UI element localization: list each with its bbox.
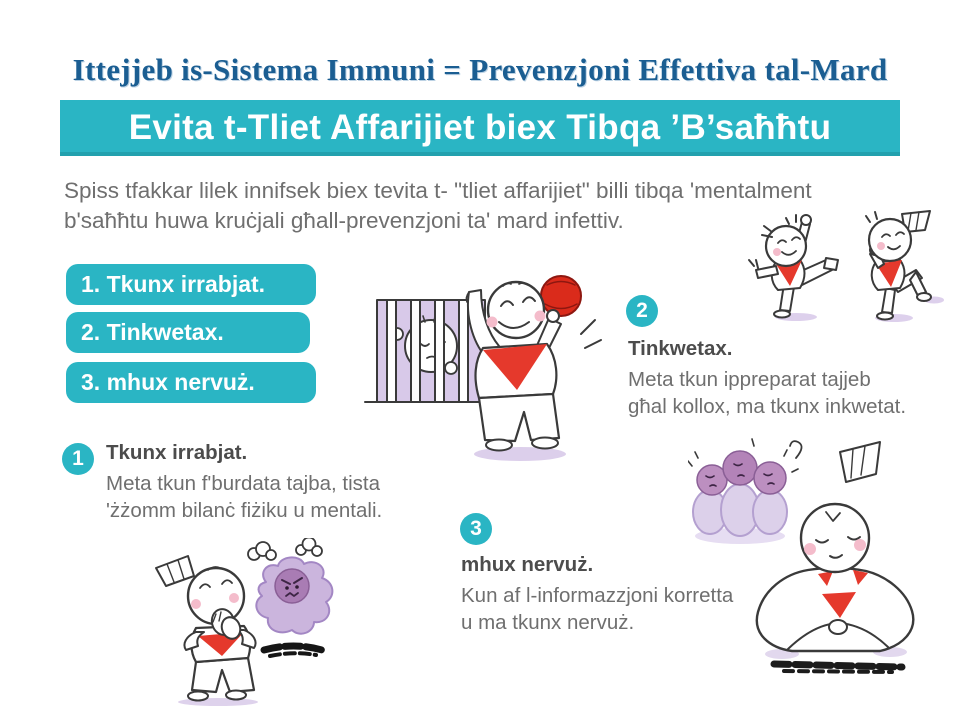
intro-line-1: Spiss tfakkar lilek innifsek biex tevita t- "tliet affarijiet" billi tibqa 'mentalment xyxy=(64,178,812,203)
point-2-body-line-2: għal kollox, ma tkunx inkwetat. xyxy=(628,395,907,418)
page-title: Ittejjeb is-Sistema Immuni = Prevenzjoni Effettiva tal-Mard xyxy=(72,52,888,87)
point-2-text xyxy=(628,337,906,420)
banner-title: Evita t-Tliet Affarijiet biex Tibqa ’B’saħħtu xyxy=(128,108,832,147)
pill-button-1: 1. Tkunx irrabjat. xyxy=(66,264,316,305)
point-1-text xyxy=(106,441,382,524)
pill-button-2: 2. Tinkwetax. xyxy=(66,312,310,353)
point-3-number-badge: 3 xyxy=(460,513,492,545)
prisoner-and-ball-balancer-illustration xyxy=(333,238,633,466)
point-3-text xyxy=(461,553,733,636)
point-1-body-line-2: 'żżomm bilanċ fiżiku u mentali. xyxy=(106,499,383,522)
banner xyxy=(60,100,900,156)
point-3-heading: mhux nervuż. xyxy=(461,553,594,576)
point-2-body-line-1: Meta tkun ippreparat tajjeb xyxy=(628,368,871,391)
point-3-body-line-1: Kun af l-informazzjoni korretta xyxy=(461,584,734,607)
intro-paragraph xyxy=(64,176,934,236)
intro-line-2: b'saħħtu huwa kruċjali għall-prevenzjoni ta' mard infettiv. xyxy=(64,208,624,233)
point-3-body-line-2: u ma tkunx nervuż. xyxy=(461,611,635,634)
point-2-number-badge: 2 xyxy=(626,295,658,327)
point-2-heading: Tinkwetax. xyxy=(628,337,733,360)
point-1-heading: Tkunx irrabjat. xyxy=(106,441,248,464)
point-1-body-line-1: Meta tkun f'burdata tajba, tista xyxy=(106,472,380,495)
giggling-and-fuming-characters-illustration xyxy=(108,538,353,706)
pill-button-3: 3. mhux nervuż. xyxy=(66,362,316,403)
point-1-number-badge: 1 xyxy=(62,443,94,475)
